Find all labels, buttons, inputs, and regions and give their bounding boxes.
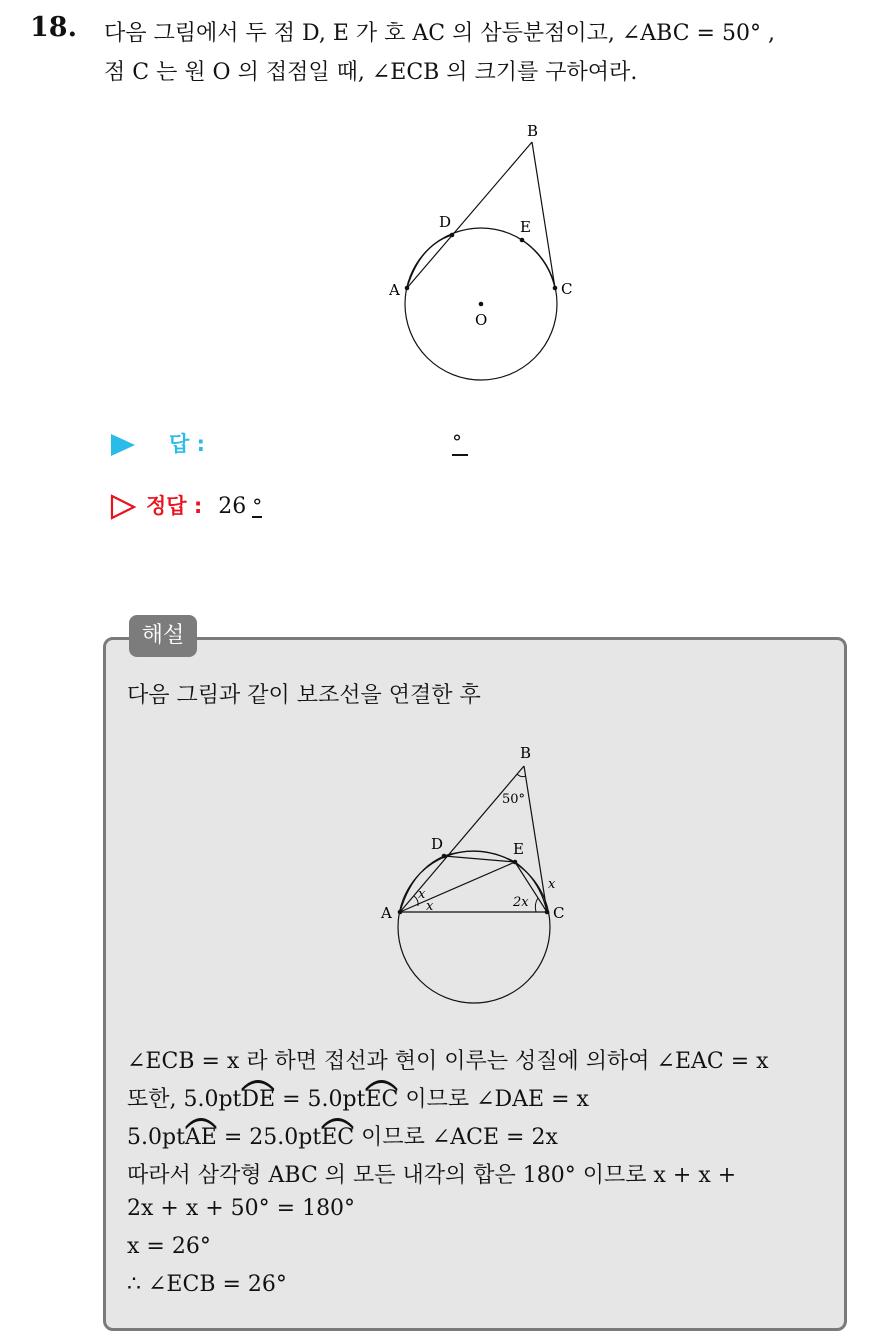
- solution-line6: x = 26°: [127, 1234, 211, 1259]
- answer-unit: °: [452, 430, 462, 454]
- solution-line2: [127, 1082, 589, 1113]
- label-angle-b: 50°: [502, 792, 526, 807]
- answer-blank-underline: [452, 454, 468, 456]
- correct-answer-unit: °: [252, 494, 263, 518]
- arc-mark-icon: [321, 1115, 354, 1129]
- arc-ae-text: AE: [184, 1125, 217, 1150]
- line-bc: [532, 142, 555, 288]
- arc-ec-2-text: EC: [321, 1125, 355, 1150]
- label-x-c: x: [548, 877, 556, 892]
- angle-b-mark: [517, 774, 526, 777]
- solution-line3-a: 5.0pt: [127, 1125, 185, 1150]
- label-d: D: [431, 835, 444, 853]
- solution-line5: 2x + x + 50° = 180°: [127, 1196, 356, 1221]
- label-e: E: [513, 840, 524, 858]
- arc-ec-2: [321, 1125, 354, 1150]
- solution-line3-c: 이므로 ∠ACE = 2x: [354, 1125, 558, 1150]
- correct-answer-label: 정답 :: [146, 494, 203, 518]
- arc-ec: [365, 1087, 398, 1112]
- label-a: A: [389, 281, 400, 299]
- solution-line3-b: = 25.0pt: [216, 1125, 322, 1150]
- answer-label: 답 :: [169, 432, 205, 456]
- label-2x: 2x: [513, 895, 529, 910]
- label-a: A: [381, 904, 392, 922]
- question-figure: [380, 115, 580, 395]
- solution-figure: [375, 740, 575, 1010]
- label-e: E: [520, 218, 531, 236]
- question-text-line1: 다음 그림에서 두 점 D, E 가 호 AC 의 삼등분점이고, ∠ABC = 50° ,: [104, 21, 775, 46]
- line-ab: [407, 142, 532, 288]
- line-bc: [524, 766, 547, 912]
- point-e: [513, 860, 518, 865]
- point-c: [553, 286, 558, 291]
- label-b: B: [527, 122, 539, 140]
- arc-mark-icon: [185, 1115, 217, 1129]
- label-x-a2: x: [426, 899, 434, 914]
- arc-mark-icon: [365, 1077, 398, 1091]
- label-o: O: [475, 311, 488, 329]
- answer-row: [110, 428, 205, 458]
- label-c: C: [561, 280, 573, 298]
- label-b: B: [520, 744, 532, 762]
- arc-de-text: DE: [241, 1087, 276, 1112]
- point-o: [479, 302, 484, 307]
- solution-line7: ∴ ∠ECB = 26°: [127, 1272, 287, 1297]
- arc-ae: [185, 1125, 217, 1150]
- point-d: [450, 233, 455, 238]
- point-a: [405, 286, 410, 291]
- play-filled-icon: [110, 433, 136, 457]
- question-text-line2: 점 C 는 원 O 의 접점일 때, ∠ECB 의 크기를 구하여라.: [104, 60, 638, 85]
- solution-line2-a: 또한, 5.0pt: [127, 1087, 242, 1112]
- point-c: [545, 910, 550, 915]
- solution-line2-c: 이므로 ∠DAE = x: [398, 1087, 589, 1112]
- solution-line3: [127, 1120, 558, 1151]
- play-outline-icon: [110, 494, 136, 520]
- point-e: [520, 238, 525, 243]
- point-d: [442, 854, 447, 859]
- correct-answer-value: 26: [218, 494, 247, 519]
- solution-tag: 해설: [129, 615, 197, 657]
- angle-c-mark: [535, 898, 538, 912]
- solution-line2-b: = 5.0pt: [275, 1087, 366, 1112]
- label-x-a1: x: [418, 887, 426, 902]
- point-a: [398, 910, 403, 915]
- label-d: D: [439, 213, 452, 231]
- arc-mark-icon: [241, 1077, 275, 1091]
- correct-answer-row: [110, 490, 262, 520]
- circle-o: [398, 851, 550, 1003]
- label-c: C: [553, 904, 565, 922]
- arc-de: [241, 1087, 275, 1112]
- arc-ec-outer: [522, 240, 555, 288]
- solution-line1: ∠ECB = x 라 하면 접선과 현이 이루는 성질에 의하여 ∠EAC = x: [127, 1049, 769, 1074]
- solution-intro: 다음 그림과 같이 보조선을 연결한 후: [127, 683, 481, 708]
- question-number: 18.: [30, 12, 77, 43]
- arc-ec-text: EC: [365, 1087, 399, 1112]
- solution-line4: 따라서 삼각형 ABC 의 모든 내각의 합은 180° 이므로 x + x +: [127, 1163, 737, 1188]
